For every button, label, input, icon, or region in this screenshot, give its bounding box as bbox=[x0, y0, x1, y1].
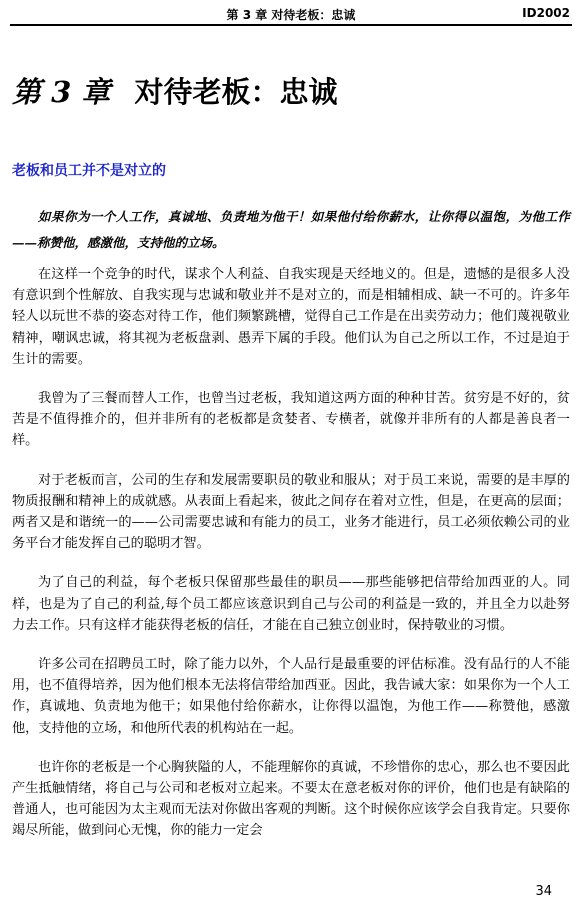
running-header bbox=[10, 4, 572, 26]
chapter-number: 第 3 章 bbox=[12, 75, 111, 109]
running-header-title: 第 3 章 对待老板：忠诚 bbox=[226, 8, 356, 22]
paragraph: 许多公司在招聘员工时，除了能力以外，个人品行是最重要的评估标准。没有品行的人不能用，也不值得培养，因为他们根本无法将信带给加西亚。因此，我告诫大家：如果你为一个人工作，真诚地、负责地为他干；如果他付给你薪水，让你得以温饱，为他工作——称赞他，感激他，支持他的立场，和他所代表的机构站在一起。 bbox=[12, 657, 570, 736]
paragraph: 为了自己的利益，每个老板只保留那些最佳的职员——那些能够把信带给加西亚的人。同样，也是为了自己的利益,每个员工都应该意识到自己与公司的利益是一致的，并且全力以赴努力去工作。只有这样才能获得老板的信任，才能在自己独立创业时，保持敬业的习惯。 bbox=[12, 575, 570, 633]
chapter-title: 对待老板：忠诚 bbox=[134, 75, 338, 109]
paragraph: 在这样一个竞争的时代，谋求个人利益、自我实现是天经地义的。但是，遗憾的是很多人没有意识到个性解放、自我实现与忠诚和敬业并不是对立的，而是相辅相成、缺一不可的。许多年轻人以玩世不恭的姿态对待工作，他们频繁跳槽，觉得自己工作是在出卖劳动力；他们蔑视敬业精神，嘲讽忠诚，将其视为老板盘剥、愚弄下属的手段。他们认为自己之所以工作，不过是迫于生计的需要。 bbox=[12, 267, 570, 367]
epigraph-quote: 如果你为一个人工作，真诚地、负责地为他干！如果他付给你薪水，让你得以温饱，为他工作——称赞他，感激他，支持他的立场。 bbox=[12, 209, 570, 250]
section-title: 老板和员工并不是对立的 bbox=[12, 163, 166, 179]
page-number: 34 bbox=[535, 884, 552, 899]
body-text bbox=[12, 264, 570, 860]
paragraph: 我曾为了三餐而替人工作，也曾当过老板，我知道这两方面的种种甘苦。贫穷是不好的，贫苦是不值得推介的，但并非所有的老板都是贪婪者、专横者，就像并非所有的人都是善良者一样。 bbox=[12, 391, 570, 449]
paragraph: 也许你的老板是一个心胸狭隘的人，不能理解你的真诚，不珍惜你的忠心，那么也不要因此产生抵触情绪，将自己与公司和老板对立起来。不要太在意老板对你的评价，他们也是有缺陷的普通人，也可能因为太主观而无法对你做出客观的判断。这个时候你应该学会自我肯定。只要你竭尽所能，做到问心无愧，你的能力一定会 bbox=[12, 759, 570, 839]
chapter-heading bbox=[12, 70, 338, 111]
paragraph: 对于老板而言，公司的生存和发展需要职员的敬业和服从；对于员工来说，需要的是丰厚的物质报酬和精神上的成就感。从表面上看起来，彼此之间存在着对立性，但是，在更高的层面；两者又是和谐统一的——公司需要忠诚和有能力的员工，业务才能进行，员工必须依赖公司的业务平台才能发挥自己的聪明才智。 bbox=[12, 472, 570, 552]
running-header-id: ID2002 bbox=[522, 6, 570, 20]
